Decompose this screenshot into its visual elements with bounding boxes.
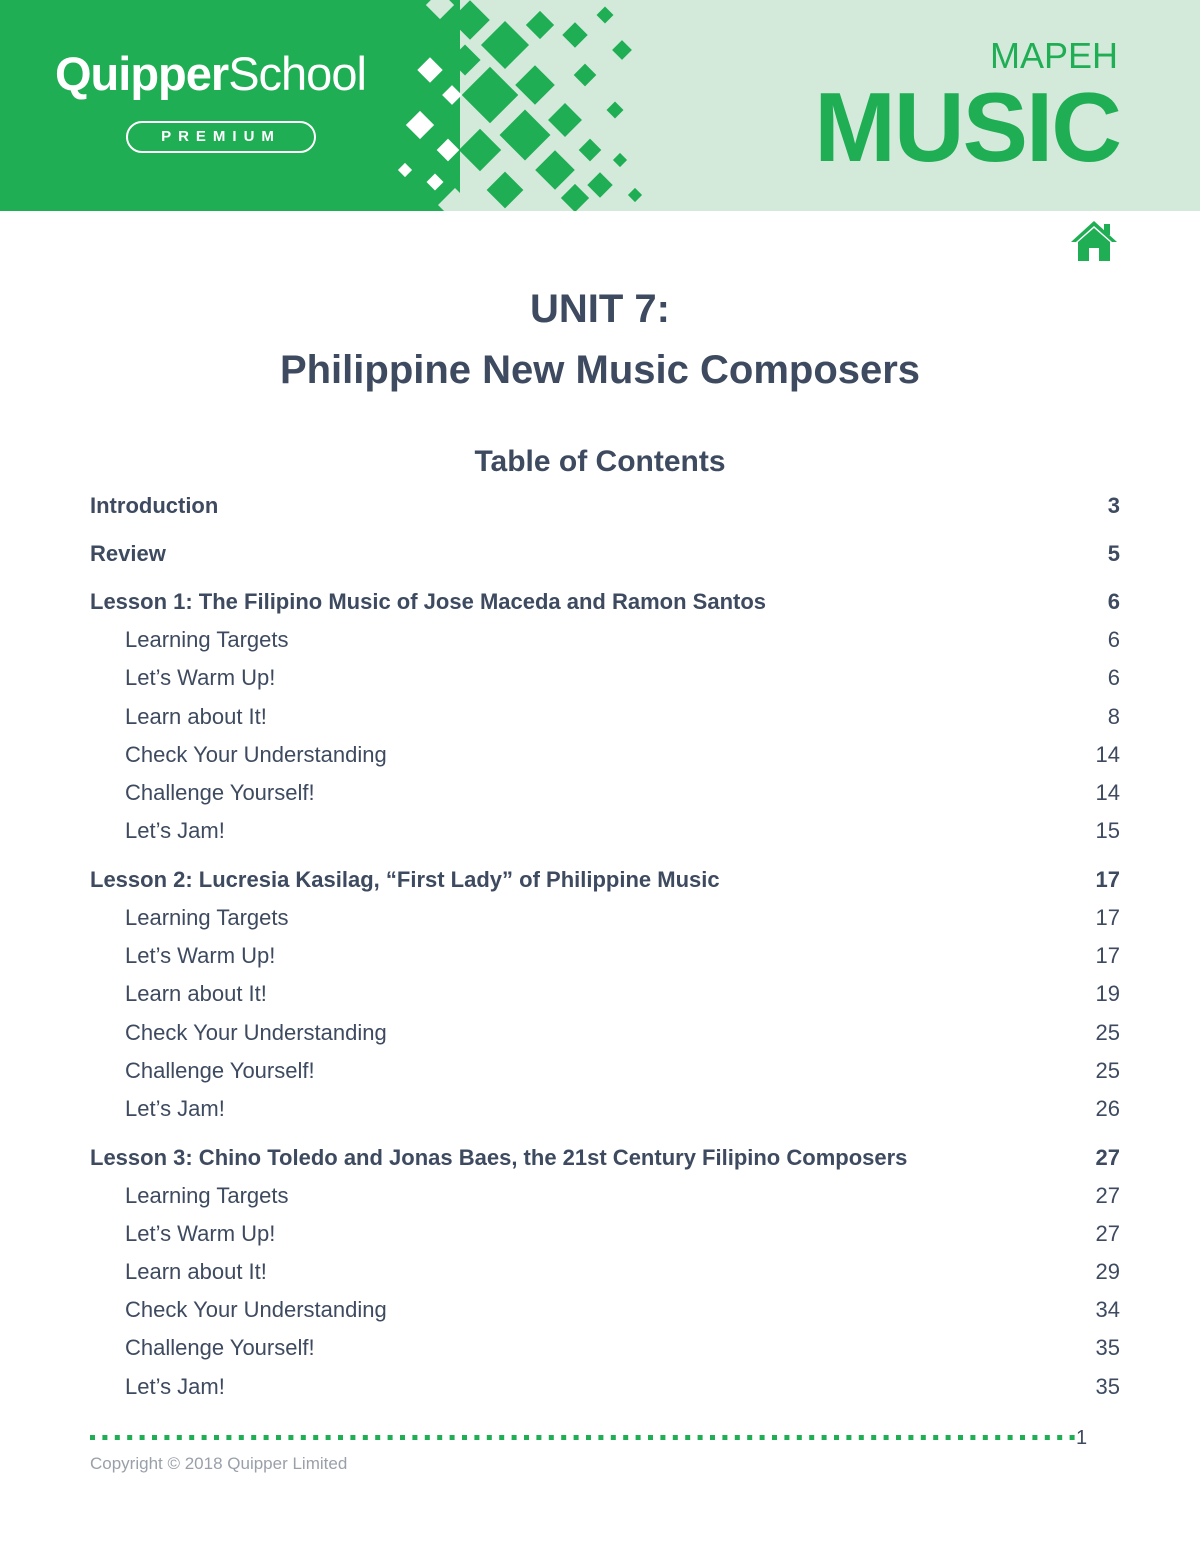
pixel-diamond: [427, 174, 444, 191]
page-number: 1: [1076, 1427, 1088, 1449]
pixel-diamond: [515, 65, 555, 105]
home-icon[interactable]: [1068, 218, 1120, 262]
divider-dot: [164, 1435, 169, 1440]
toc-entry-label: Lesson 1: The Filipino Music of Jose Maceda and Ramon Santos: [90, 589, 767, 614]
divider-dot: [313, 1435, 318, 1440]
divider-dot: [202, 1435, 207, 1440]
divider-dot: [834, 1435, 839, 1440]
pixel-diamond: [607, 102, 624, 119]
divider-dot: [598, 1435, 603, 1440]
divider-dot: [735, 1435, 740, 1440]
divider-dot: [226, 1435, 231, 1440]
divider-dot: [115, 1435, 120, 1440]
divider-dot: [623, 1435, 628, 1440]
toc-entry-page: 35: [1095, 1374, 1120, 1399]
toc-entry-lesson-1-check-understanding[interactable]: [90, 740, 1120, 770]
divider-dot: [574, 1435, 579, 1440]
divider-dot: [549, 1435, 554, 1440]
divider-dot: [326, 1435, 331, 1440]
toc-entry-label: Learning Targets: [125, 905, 289, 930]
divider-dot: [722, 1435, 727, 1440]
logo-light-text: School: [228, 47, 366, 100]
divider-dot: [1020, 1435, 1025, 1440]
pixel-diamond: [406, 111, 434, 139]
divider-dot: [512, 1435, 517, 1440]
toc-entry-page: 25: [1095, 1058, 1120, 1083]
divider-dot: [189, 1435, 194, 1440]
toc-entry-label: Lesson 2: Lucresia Kasilag, “First Lady” of Philippine Music: [90, 867, 720, 892]
divider-dot: [884, 1435, 889, 1440]
divider-dot: [1008, 1435, 1013, 1440]
divider-dot: [474, 1435, 479, 1440]
pixel-diamond: [459, 129, 501, 171]
divider-dot: [933, 1435, 938, 1440]
toc-entry-label: Check Your Understanding: [125, 742, 387, 767]
toc-entry-page: 8: [1107, 704, 1120, 729]
unit-subtitle: Philippine New Music Composers: [279, 348, 921, 392]
pixel-diamond: [548, 103, 582, 137]
unit-title: UNIT 7:: [530, 287, 670, 331]
toc-entry-page: 26: [1095, 1096, 1120, 1121]
footer-dotted-divider: [90, 1431, 1080, 1445]
divider-dot: [970, 1435, 975, 1440]
divider-dot: [375, 1435, 380, 1440]
divider-dot: [760, 1435, 765, 1440]
divider-dot: [784, 1435, 789, 1440]
toc-entry-page: 6: [1107, 627, 1120, 652]
divider-dot: [995, 1435, 1000, 1440]
pixel-diamond: [481, 21, 529, 69]
toc-entry-page: 17: [1095, 867, 1120, 892]
divider-dot: [1057, 1435, 1062, 1440]
pixel-diamond: [574, 64, 597, 87]
divider-dot: [561, 1435, 566, 1440]
divider-dot: [772, 1435, 777, 1440]
toc-entry-page: 35: [1095, 1335, 1120, 1360]
pixel-diamond: [462, 67, 519, 124]
divider-dot: [450, 1435, 455, 1440]
divider-dot: [400, 1435, 405, 1440]
pixel-diamond: [562, 22, 587, 47]
divider-dot: [425, 1435, 430, 1440]
pixel-diamond: [535, 150, 575, 190]
toc-entry-lesson-3-lets-jam[interactable]: [90, 1372, 1120, 1402]
divider-dot: [177, 1435, 182, 1440]
divider-dot: [983, 1435, 988, 1440]
toc-entry-page: 6: [1107, 665, 1120, 690]
premium-badge: PREMIUM: [126, 121, 316, 153]
toc-entry-page: 27: [1095, 1221, 1120, 1246]
toc-entry-label: Learning Targets: [125, 1183, 289, 1208]
divider-dot: [264, 1435, 269, 1440]
pixel-diamond: [449, 44, 480, 75]
pixel-diamond: [612, 40, 632, 60]
divider-dot: [958, 1435, 963, 1440]
toc-entry-lesson-1-learning-targets[interactable]: [90, 625, 1120, 655]
divider-dot: [946, 1435, 951, 1440]
toc-entry-lesson-3-check-understanding[interactable]: [90, 1295, 1120, 1325]
pixel-cutout: [426, 0, 454, 19]
toc-entry-lesson-2-challenge-yourself[interactable]: [90, 1056, 1120, 1086]
divider-dot: [896, 1435, 901, 1440]
pixel-cutout: [438, 188, 472, 211]
toc-entry-label: Let’s Jam!: [125, 1096, 225, 1121]
divider-dot: [611, 1435, 616, 1440]
toc-entry-label: Let’s Jam!: [125, 818, 225, 843]
toc-entry-lesson-3-challenge-yourself[interactable]: [90, 1333, 1120, 1363]
toc-entry-page: 25: [1095, 1020, 1120, 1045]
toc-entry-label: Challenge Yourself!: [125, 1335, 315, 1360]
toc-entry-label: Let’s Jam!: [125, 1374, 225, 1399]
divider-dot: [1070, 1435, 1075, 1440]
divider-dot: [809, 1435, 814, 1440]
divider-dot: [673, 1435, 678, 1440]
toc-entry-label: Learn about It!: [125, 1259, 267, 1284]
toc-entry-page: 17: [1095, 905, 1120, 930]
toc-entry-label: Check Your Understanding: [125, 1297, 387, 1322]
toc-entry-page: 14: [1095, 780, 1120, 805]
toc-entry-lesson-3-warm-up[interactable]: [90, 1219, 1120, 1249]
toc-entry-lesson-3-learn-about-it[interactable]: [90, 1257, 1120, 1287]
toc-entry-review[interactable]: [90, 539, 1120, 569]
toc-entry-lesson-1-warm-up[interactable]: [90, 663, 1120, 693]
pixel-diamond: [613, 153, 627, 167]
toc-entry-label: Let’s Warm Up!: [125, 665, 276, 690]
divider-dot: [586, 1435, 591, 1440]
divider-dot: [797, 1435, 802, 1440]
toc-title: Table of Contents: [474, 445, 726, 478]
toc-entry-lesson-1-learn-about-it[interactable]: [90, 702, 1120, 732]
divider-dot: [214, 1435, 219, 1440]
pixel-diamond: [487, 172, 524, 209]
toc-entry-label: Let’s Warm Up!: [125, 943, 276, 968]
toc-entry-page: 5: [1107, 541, 1120, 566]
pixel-diamond: [450, 0, 490, 40]
divider-dot: [499, 1435, 504, 1440]
divider-dot: [710, 1435, 715, 1440]
divider-dot: [350, 1435, 355, 1440]
pixel-diamond: [500, 110, 551, 161]
divider-dot: [276, 1435, 281, 1440]
divider-dot: [251, 1435, 256, 1440]
pixel-diamond: [587, 172, 612, 197]
divider-dot: [921, 1435, 926, 1440]
divider-dot: [822, 1435, 827, 1440]
toc-entry-lesson-1-challenge-yourself[interactable]: [90, 778, 1120, 808]
divider-dot: [1045, 1435, 1050, 1440]
divider-dot: [127, 1435, 132, 1440]
toc-entry-label: Learn about It!: [125, 704, 267, 729]
header-banner: [0, 0, 1200, 211]
divider-dot: [288, 1435, 293, 1440]
divider-dot: [102, 1435, 107, 1440]
toc-entry-lesson-3-learning-targets[interactable]: [90, 1181, 1120, 1211]
toc-entry-lesson-2-learning-targets[interactable]: [90, 903, 1120, 933]
divider-dot: [152, 1435, 157, 1440]
divider-dot: [338, 1435, 343, 1440]
divider-dot: [524, 1435, 529, 1440]
divider-dot: [140, 1435, 145, 1440]
toc-entry-page: 34: [1095, 1297, 1120, 1322]
pixel-diamond: [526, 11, 554, 39]
toc-entry-label: Introduction: [90, 493, 219, 518]
toc-entry-lesson-2-check-understanding[interactable]: [90, 1018, 1120, 1048]
divider-dot: [1032, 1435, 1037, 1440]
pixel-diamond: [437, 139, 460, 162]
toc-entry-lesson-2[interactable]: [90, 865, 1120, 895]
divider-dot: [685, 1435, 690, 1440]
divider-dot: [301, 1435, 306, 1440]
toc-entry-label: Review: [90, 541, 166, 566]
toc-entry-page: 27: [1095, 1183, 1120, 1208]
logo-bold-text: Quipper: [55, 47, 229, 100]
toc-entry-label: Challenge Yourself!: [125, 780, 315, 805]
toc-entry-lesson-2-lets-jam[interactable]: [90, 1094, 1120, 1124]
divider-dot: [536, 1435, 541, 1440]
toc-entry-label: Lesson 3: Chino Toledo and Jonas Baes, the 21st Century Filipino Composers: [90, 1145, 908, 1170]
toc-entry-lesson-1-lets-jam[interactable]: [90, 816, 1120, 846]
toc-entry-lesson-1[interactable]: [90, 587, 1120, 617]
divider-dot: [363, 1435, 368, 1440]
pixel-diamond: [442, 85, 462, 105]
divider-dot: [412, 1435, 417, 1440]
subject-category: MAPEH: [989, 35, 1118, 76]
divider-dot: [462, 1435, 467, 1440]
toc-entry-lesson-2-learn-about-it[interactable]: [90, 979, 1120, 1009]
toc-entry-lesson-2-warm-up[interactable]: [90, 941, 1120, 971]
pixel-diamond: [628, 188, 642, 202]
subject-title: MUSIC: [814, 72, 1120, 182]
divider-dot: [239, 1435, 244, 1440]
toc-entry-page: 29: [1095, 1259, 1120, 1284]
divider-dot: [846, 1435, 851, 1440]
toc-entry-page: 6: [1107, 589, 1120, 614]
toc-entry-page: 15: [1095, 818, 1120, 843]
divider-dot: [636, 1435, 641, 1440]
quipper-school-logo: [55, 47, 366, 100]
toc-entry-label: Learn about It!: [125, 981, 267, 1006]
divider-dot: [747, 1435, 752, 1440]
pixel-diamond: [579, 139, 602, 162]
copyright-notice: Copyright © 2018 Quipper Limited: [90, 1454, 348, 1473]
divider-dot: [648, 1435, 653, 1440]
toc-entry-label: Check Your Understanding: [125, 1020, 387, 1045]
pixel-diamond: [417, 57, 442, 82]
pixel-diamond: [398, 163, 412, 177]
toc-entry-label: Challenge Yourself!: [125, 1058, 315, 1083]
toc-entry-page: 19: [1095, 981, 1120, 1006]
toc-entry-page: 3: [1107, 493, 1120, 518]
divider-dot: [437, 1435, 442, 1440]
divider-dot: [871, 1435, 876, 1440]
pixel-diamond: [561, 184, 589, 211]
toc-entry-label: Let’s Warm Up!: [125, 1221, 276, 1246]
toc-entry-page: 17: [1095, 943, 1120, 968]
toc-entry-page: 27: [1095, 1145, 1120, 1170]
divider-dot: [660, 1435, 665, 1440]
toc-entry-lesson-3[interactable]: [90, 1143, 1120, 1173]
divider-dot: [487, 1435, 492, 1440]
divider-dot: [698, 1435, 703, 1440]
divider-dot: [859, 1435, 864, 1440]
divider-dot: [90, 1435, 95, 1440]
pixel-diamond: [597, 7, 614, 24]
toc-entry-page: 14: [1095, 742, 1120, 767]
divider-dot: [388, 1435, 393, 1440]
toc-entry-label: Learning Targets: [125, 627, 289, 652]
toc-entry-introduction[interactable]: [90, 491, 1120, 521]
divider-dot: [908, 1435, 913, 1440]
